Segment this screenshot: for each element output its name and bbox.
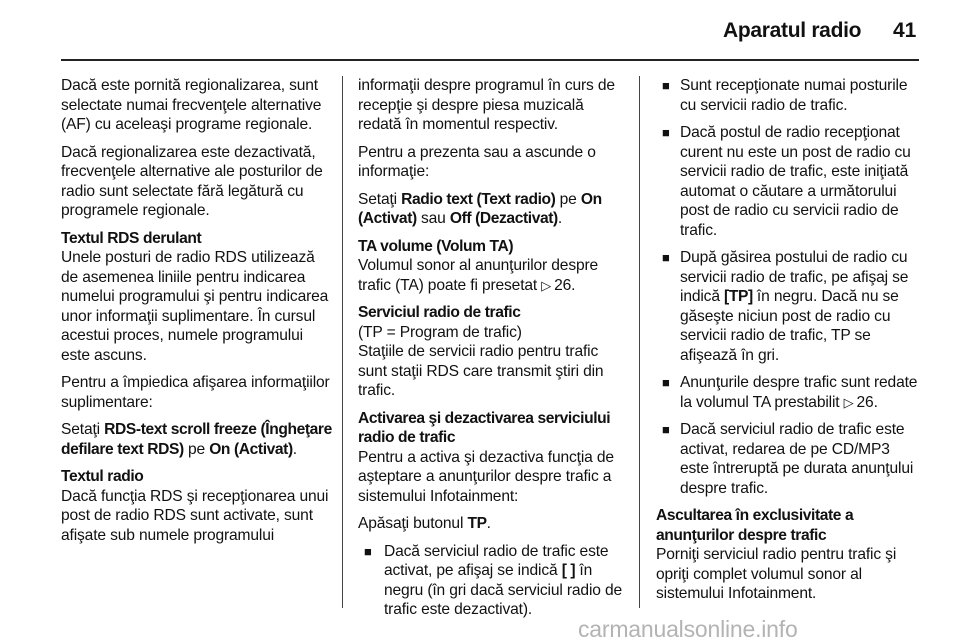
paragraph-regionalization-off: Dacă regionalizarea este dezactivată, frecvenţele alternative ale posturilor de radio sunt selectate fără legătură cu programele regionale. [61, 143, 323, 219]
section-heading: Activarea şi dezactivarea serviciului radio de trafic [358, 409, 611, 446]
tp-button-label: TP [467, 515, 487, 532]
option-value: On (Activat) [209, 440, 293, 458]
column-2 [358, 76, 628, 628]
section-heading: Textul RDS derulant [61, 229, 202, 247]
section-body: Pentru a activa şi dezactiva funcţia de aşteptare a anunţurilor despre trafic a sistemului Infotainment: [358, 448, 614, 505]
section-heading: Serviciul radio de trafic [358, 304, 521, 321]
page-title: Aparatul radio [723, 19, 862, 42]
list-item: ■ Anunţurile despre trafic sunt redate la volumul TA prestabilit ▷ 26. [662, 374, 918, 411]
indicator-symbol: [ ] [561, 562, 576, 579]
list-item: ■ Dacă postul de radio recepţionat curent nu este un post de radio cu servicii radio de trafic, este iniţiată automat o căutare a următorului post de radio cu servicii radio de trafic. [662, 124, 911, 239]
section-exclusive-traffic [656, 506, 921, 604]
paragraph-continued: informaţii despre programul în curs de recepţie şi despre piesa muzicală redată în momentul respectiv. [358, 77, 615, 133]
instruction-press-tp: Apăsaţi butonul TP. [358, 515, 491, 532]
bullet-icon: ■ [662, 375, 670, 390]
section-heading: Textul radio [61, 468, 144, 485]
list-item: ■ Dacă serviciul radio de trafic este activat, pe afişaj se indică [ ] în negru (în gri dacă serviciul radio de trafic este dezactivat). [364, 542, 623, 618]
section-heading: Ascultarea în exclusivitate a anunţurilor despre trafic [656, 507, 854, 544]
section-body: Unele posturi de radio RDS utilizează de asemenea liniile pentru indicarea numelui programului şi pentru indicarea unor informaţii suplimentare. În cursul acestui proces, numele programului este ascuns. [61, 249, 329, 364]
section-rds-scroll [61, 229, 333, 366]
tp-indicator: [TP] [724, 288, 753, 305]
paragraph-prevent-display: Pentru a împiedica afişarea informaţiilor suplimentare: [61, 374, 330, 411]
menu-option: RDS-text scroll freeze (Îngheţare defilare text RDS) [61, 421, 332, 458]
bullet-icon: ■ [662, 422, 670, 437]
option-value-off: Off (Dezactivat) [449, 210, 558, 227]
header-divider [61, 59, 919, 61]
section-body: Dacă funcţia RDS şi recepţionarea unui post de radio RDS sunt activate, sunt afişate sub numele programului [61, 487, 329, 544]
column-divider-2 [639, 76, 640, 608]
bullet-icon: ■ [662, 78, 670, 93]
list-item: ■ După găsirea postului de radio cu servicii radio de trafic, pe afişaj se indică [TP] în negru. Dacă nu se găseşte niciun post de radio cu servicii radio de trafic, TP se afişează în gri. [662, 249, 909, 364]
page-reference: 26. [554, 276, 576, 294]
option-value-on: On (Activat) [358, 190, 602, 227]
page-reference-icon: ▷ [541, 277, 552, 293]
list-item: ■ Sunt recepţionate numai posturile cu servicii radio de trafic. [662, 77, 908, 114]
paragraph-show-hide: Pentru a prezenta sau a ascunde o informaţie: [358, 143, 596, 180]
bullet-list [358, 542, 628, 620]
bullet-list [656, 76, 921, 498]
page-reference-icon: ▷ [843, 394, 854, 410]
paragraph-regionalization-on: Dacă este pornită regionalizarea, sunt selectate numai frecvenţele alternative (AF) cu aceleaşi programe regionale. [61, 77, 322, 133]
page-reference: 26. [856, 393, 878, 411]
bullet-icon: ■ [662, 250, 670, 265]
section-ta-volume [358, 237, 628, 296]
section-activate-traffic [358, 409, 628, 507]
section-traffic-service [358, 303, 628, 401]
section-body: Staţiile de servicii radio pentru trafic sunt staţii RDS care transmit ştiri din trafic. [358, 343, 604, 399]
section-body: Volumul sonor al anunţurilor despre trafic (TA) poate fi presetat [358, 257, 599, 294]
section-radio-text [61, 467, 333, 545]
section-body: Porniţi serviciul radio pentru trafic şi opriţi complet volumul sonor al sistemului Infotainment. [656, 546, 897, 602]
menu-option: Radio text (Text radio) [401, 190, 556, 208]
instruction-set-rds-freeze: Setaţi RDS-text scroll freeze (Îngheţare defilare text RDS) pe On (Activat). [61, 421, 332, 458]
column-divider-1 [342, 76, 343, 608]
list-item: ■ Dacă serviciul radio de trafic este activat, redarea de pe CD/MP3 este întreruptă pe durata anunţului despre trafic. [662, 421, 914, 497]
section-heading: TA volume (Volum TA) [358, 237, 514, 255]
column-1 [61, 76, 333, 553]
section-subtitle: (TP = Program de trafic) [358, 323, 522, 341]
column-3 [656, 76, 921, 612]
page-header [0, 0, 960, 64]
instruction-set-radio-text: Setaţi Radio text (Text radio) pe On (Activat) sau Off (Dezactivat). [358, 190, 602, 227]
bullet-icon: ■ [662, 125, 670, 140]
watermark-text: carmanualsonline.info [578, 616, 798, 642]
bullet-icon: ■ [364, 543, 372, 559]
page-number: 41 [893, 19, 917, 42]
